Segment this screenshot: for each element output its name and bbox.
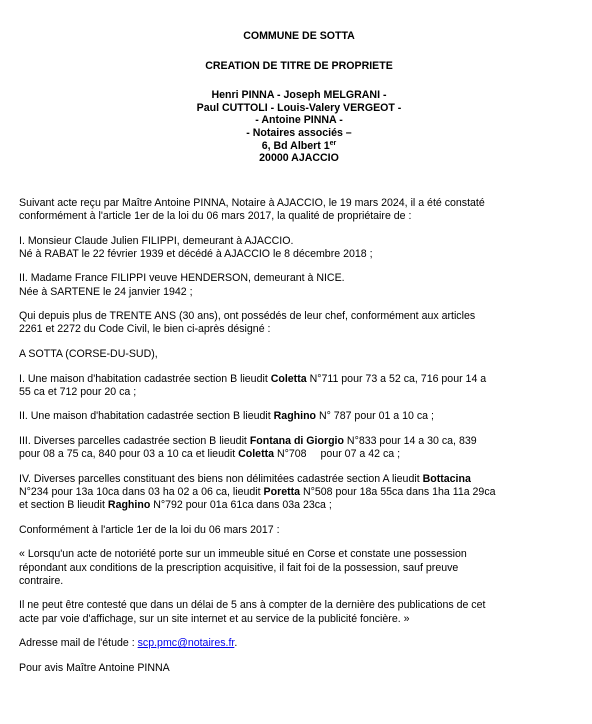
document (19, 30, 579, 686)
signature-paragraph: Pour avis Maître Antoine PINNA (19, 661, 170, 674)
address-line-2: 20000 AJACCIO (259, 152, 339, 165)
property-1-paragraph: I. Une maison d'habitation cadastrée section B lieudit Coletta N°711 pour 73 a 52 ca, 716 pour 14 a 55 ca et 712 pour 20 ca ; (19, 372, 487, 398)
owner-2-paragraph: II. Madame France FILIPPI veuve HENDERSON, demeurant à NICE. Née à SARTENE le 24 janvier 1942 ; (19, 272, 345, 298)
notaires-line-3: - Antoine PINNA - (255, 114, 343, 127)
possession-paragraph: Qui depuis plus de TRENTE ANS (30 ans), ont possédés de leur chef, conformément aux articles 2261 et 2272 du Code Civil, le bien ci-après désigné : (19, 310, 476, 336)
property-4-paragraph: IV. Diverses parcelles constituant des biens non délimitées cadastrée section A lieudit Bottacina N°234 pour 13a 10ca dans 03 ha 02 a 06 ca, lieudit Poretta N°508 pour 18a 55ca dans 1ha 11a 29ca et section B lieudit Raghino N°792 pour 01a 61ca dans 03a 23ca ; (19, 472, 496, 512)
notaires-line-4: - Notaires associés – (246, 126, 352, 139)
law-reference-paragraph: Conformément à l'article 1er de la loi du 06 mars 2017 : (19, 523, 280, 536)
document-title: CREATION DE TITRE DE PROPRIETE (205, 59, 393, 72)
commune-title: COMMUNE DE SOTTA (243, 30, 355, 42)
quote-paragraph-1: « Lorsqu'un acte de notoriété porte sur un immeuble situé en Corse et constate une possession répondant aux conditions de la prescription acquisitive, il fait foi de la possession, sauf preuve contraire. (19, 548, 467, 587)
notaires-line-2: Paul CUTTOLI - Louis-Valery VERGEOT - (196, 101, 402, 114)
intro-paragraph: Suivant acte reçu par Maître Antoine PINNA, Notaire à AJACCIO, le 19 mars 2024, il a été constaté conformément à l'article 1er de la loi du 06 mars 2017, la qualité de propriétaire de : (19, 196, 485, 222)
document-header (19, 30, 579, 165)
email-link[interactable]: scp.pmc@notaires.fr (137, 637, 235, 650)
document-body (19, 197, 579, 675)
quote-paragraph-2: Il ne peut être contesté que dans un délai de 5 ans à compter de la dernière des publications de cet acte par voie d'affichage, sur un site internet et au service de la publicité foncière. » (19, 599, 486, 625)
owner-1-paragraph: I. Monsieur Claude Julien FILIPPI, demeurant à AJACCIO. Né à RABAT le 22 février 1939 et décédé à AJACCIO le 8 décembre 2018 ; (19, 234, 373, 260)
notaires-line-1: Henri PINNA - Joseph MELGRANI - (211, 89, 387, 102)
location-paragraph: A SOTTA (CORSE-DU-SUD), (19, 347, 158, 360)
property-3-paragraph: III. Diverses parcelles cadastrée section B lieudit Fontana di Giorgio N°833 pour 14 a 30 ca, 839 pour 08 a 75 ca, 840 pour 03 a 10 ca et lieudit Coletta N°708 pour 07 a 42 ca ; (19, 434, 477, 461)
email-paragraph: Adresse mail de l'étude : scp.pmc@notaires.fr. (19, 637, 238, 650)
property-2-paragraph: II. Une maison d'habitation cadastrée section B lieudit Raghino N° 787 pour 01 a 10 ca ; (19, 410, 434, 423)
address-line-1: 6, Bd Albert 1er (261, 139, 337, 152)
